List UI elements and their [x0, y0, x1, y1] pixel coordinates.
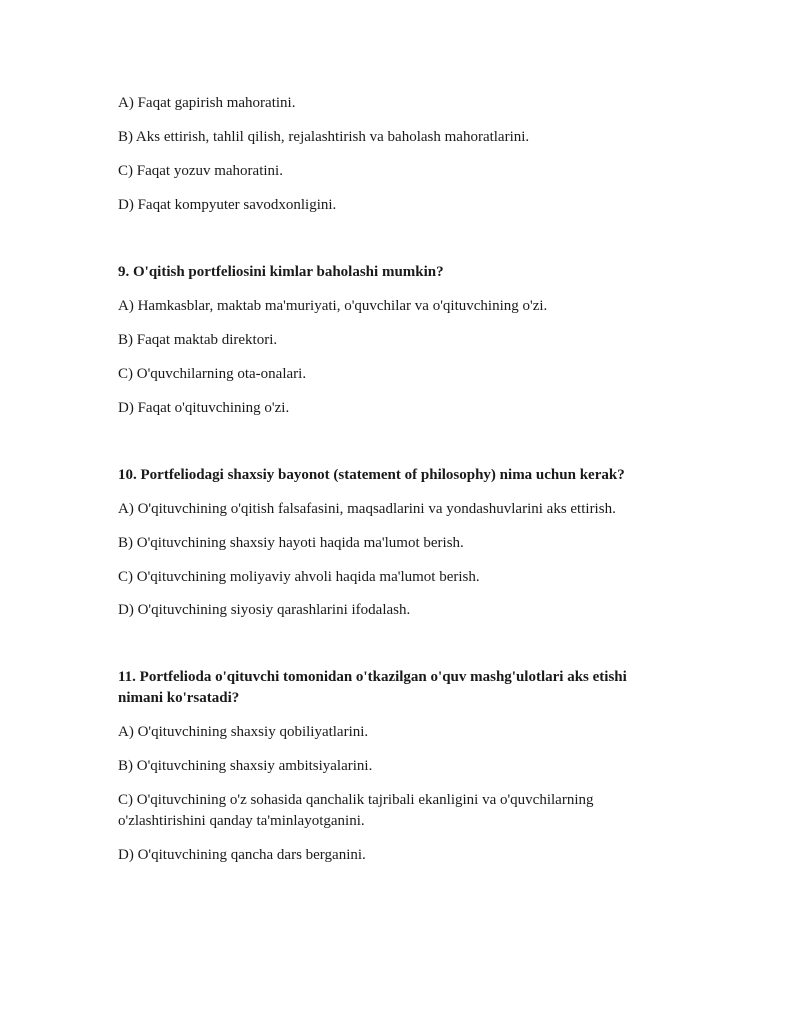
q11-option-b: B) O'qituvchining shaxsiy ambitsiyalarini. — [118, 758, 373, 774]
option-c: C) Faqat yozuv mahoratini. — [118, 163, 283, 179]
question-11-line-1: 11. Portfelioda o'qituvchi tomonidan o'tkazilgan o'quv mashg'ulotlari aks etishi — [118, 669, 627, 685]
q10-option-c: C) O'qituvchining moliyaviy ahvoli haqida ma'lumot berish. — [118, 569, 480, 585]
q11-option-c-line-2: o'zlashtirishini qanday ta'minlayotganini. — [118, 813, 365, 829]
q9-option-b: B) Faqat maktab direktori. — [118, 332, 278, 348]
question-10: 10. Portfeliodagi shaxsiy bayonot (statement of philosophy) nima uchun kerak? — [118, 467, 625, 483]
q10-option-b: B) O'qituvchining shaxsiy hayoti haqida ma'lumot berish. — [118, 535, 464, 551]
q10-option-a: A) O'qituvchining o'qitish falsafasini, maqsadlarini va yondashuvlarini aks ettirish. — [118, 501, 616, 517]
q9-option-a: A) Hamkasblar, maktab ma'muriyati, o'quvchilar va o'qituvchining o'zi. — [118, 298, 548, 314]
option-b: B) Aks ettirish, tahlil qilish, rejalashtirish va baholash mahoratlarini. — [118, 129, 530, 145]
option-d: D) Faqat kompyuter savodxonligini. — [118, 197, 337, 213]
q9-option-c: C) O'quvchilarning ota-onalari. — [118, 366, 307, 382]
q9-option-d: D) Faqat o'qituvchining o'zi. — [118, 400, 290, 416]
question-9: 9. O'qitish portfeliosini kimlar baholashi mumkin? — [118, 264, 444, 280]
question-11-line-2: nimani ko'rsatadi? — [118, 690, 240, 706]
q10-option-d: D) O'qituvchining siyosiy qarashlarini ifodalash. — [118, 602, 411, 618]
q11-option-d: D) O'qituvchining qancha dars berganini. — [118, 847, 366, 863]
q11-option-a: A) O'qituvchining shaxsiy qobiliyatlarini. — [118, 724, 369, 740]
q11-option-c-line-1: C) O'qituvchining o'z sohasida qanchalik tajribali ekanligini va o'quvchilarning — [118, 792, 594, 808]
option-a: A) Faqat gapirish mahoratini. — [118, 95, 296, 111]
